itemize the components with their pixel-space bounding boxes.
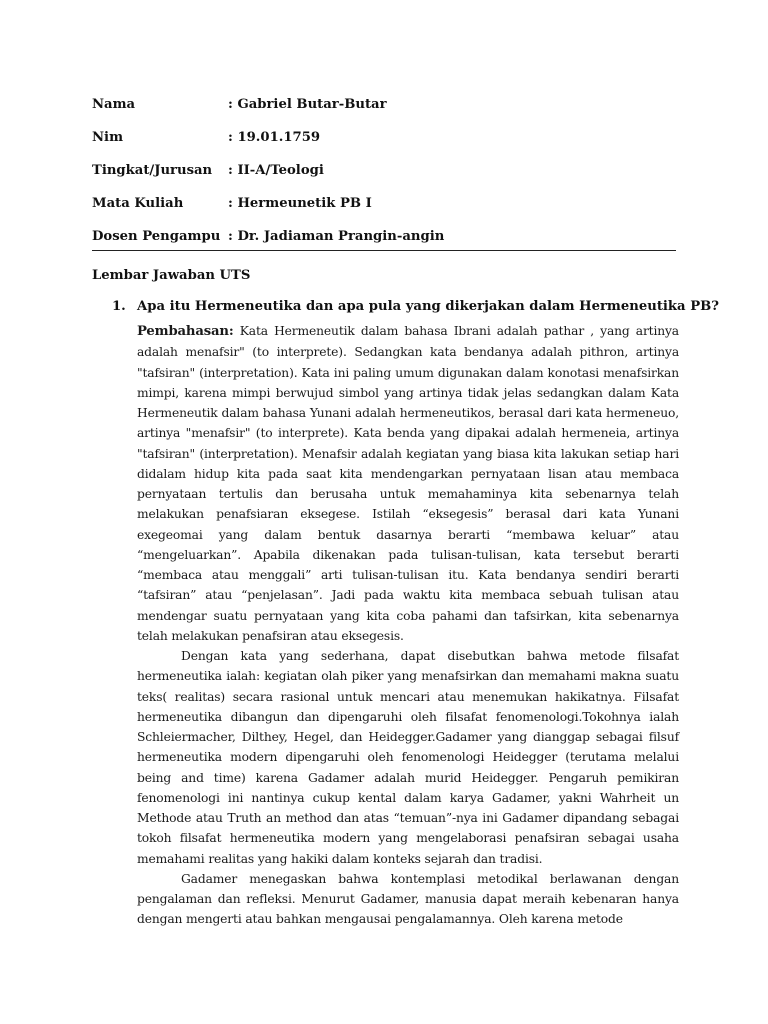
- answer-paragraph-3: Gadamer menegaskan bahwa kontemplasi metodikal berlawanan dengan pengalaman dan refleksi. Menurut Gadamer, manusia dapat meraih kebenaran hanya dengan mengerti atau bahkan mengausai pengalamannya. Oleh karena metode: [137, 871, 679, 927]
- info-row-nama: [92, 88, 676, 121]
- student-info-table: [92, 88, 676, 253]
- matkul-value: : Hermeunetik PB I: [228, 196, 372, 211]
- answer-paragraph-2: Dengan kata yang sederhana, dapat disebutkan bahwa metode filsafat hermeneutika ialah: kegiatan olah piker yang menafsirkan dan memahami makna suatu teks( realitas) secara rasional untuk mencari atau menemukan hakikatnya. Filsafat hermeneutika dibangun dan dipengaruhi oleh filsafat fenomenologi.Tokohnya ialah Schleiermacher, Dilthey, Hegel, dan Heidegger.Gadamer yang dianggap sebagai filsuf hermeneutika modern dipengaruhi oleh fenomenologi Heidegger (terutama melalui being and time) karena Gadamer adalah murid Heidegger. Pengaruh pemikiran fenomenologi ini nantinya cukup kental dalam karya Gadamer, yakni Wahrheit un Methode atau Truth an method dan atas “temuan”-nya ini Gadamer dipandang sebagai tokoh filsafat hermeneutika modern yang mengelaborasi penafsiran sebagai usaha memahami realitas yang hakiki dalam konteks sejarah dan tradisi.: [137, 649, 679, 866]
- dosen-label: Dosen Pengampu: [92, 229, 221, 244]
- answer-paragraph-1: [137, 321, 679, 646]
- info-row-tingkat: [92, 154, 676, 187]
- nama-label: Nama: [92, 97, 136, 112]
- header-divider: [92, 250, 676, 251]
- sheet-title: Lembar Jawaban UTS: [92, 268, 251, 283]
- nim-value: : 19.01.1759: [228, 130, 321, 145]
- question-text: Apa itu Hermeneutika dan apa pula yang dikerjakan dalam Hermeneutika PB?: [137, 299, 719, 314]
- dosen-value: : Dr. Jadiaman Prangin-angin: [228, 229, 445, 244]
- question-number: 1.: [112, 299, 126, 314]
- info-row-matkul: [92, 187, 676, 220]
- tingkat-label: Tingkat/Jurusan: [92, 163, 213, 178]
- answer-body: [137, 321, 679, 930]
- matkul-label: Mata Kuliah: [92, 196, 184, 211]
- info-row-nim: [92, 121, 676, 154]
- nim-label: Nim: [92, 130, 124, 145]
- paragraph-1-text: Kata Hermeneutik dalam bahasa Ibrani adalah pathar , yang artinya adalah menafsir" (to interprete). Sedangkan kata bendanya adalah pithron, artinya "tafsiran" (interpretation). Kata ini paling umum digunakan dalam konotasi menafsirkan mimpi, karena mimpi berwujud simbol yang artinya tidak jelas sedangkan dalam Kata Hermeneutik dalam bahasa Yunani adalah hermeneutikos, berasal dari kata hermeneuo, artinya "menafsir" (to interprete). Kata benda yang dipakai adalah hermeneia, artinya "tafsiran" (interpretation). Menafsir adalah kegiatan yang biasa kita lakukan setiap hari didalam hidup kita pada saat kita mendengarkan pernyataan lisan atau membaca pernyataan tertulis dan berusaha untuk memahaminya kita sebenarnya telah melakukan penafsiaran eksegese. Istilah “eksegesis” berasal dari kata Yunani exegeomai yang dalam bentuk dasarnya berarti “membawa keluar” atau “mengeluarkan”. Apabila dikenakan pada tulisan-tulisan, kata tersebut berarti “membaca atau menggali” arti tulisan-tulisan itu. Kata bendanya sendiri berarti “tafsiran” atau “penjelasan”. Jadi pada waktu kita membaca sebuah tulisan atau mendengar suatu pernyataan yang kita coba pahami dan tafsirkan, kita sebenarnya telah melakukan penafsiran atau eksegesis.: [137, 324, 679, 643]
- tingkat-value: : II-A/Teologi: [228, 163, 324, 178]
- nama-value: : Gabriel Butar-Butar: [228, 97, 387, 112]
- answer-lead: Pembahasan:: [137, 324, 234, 339]
- info-row-dosen: [92, 220, 676, 253]
